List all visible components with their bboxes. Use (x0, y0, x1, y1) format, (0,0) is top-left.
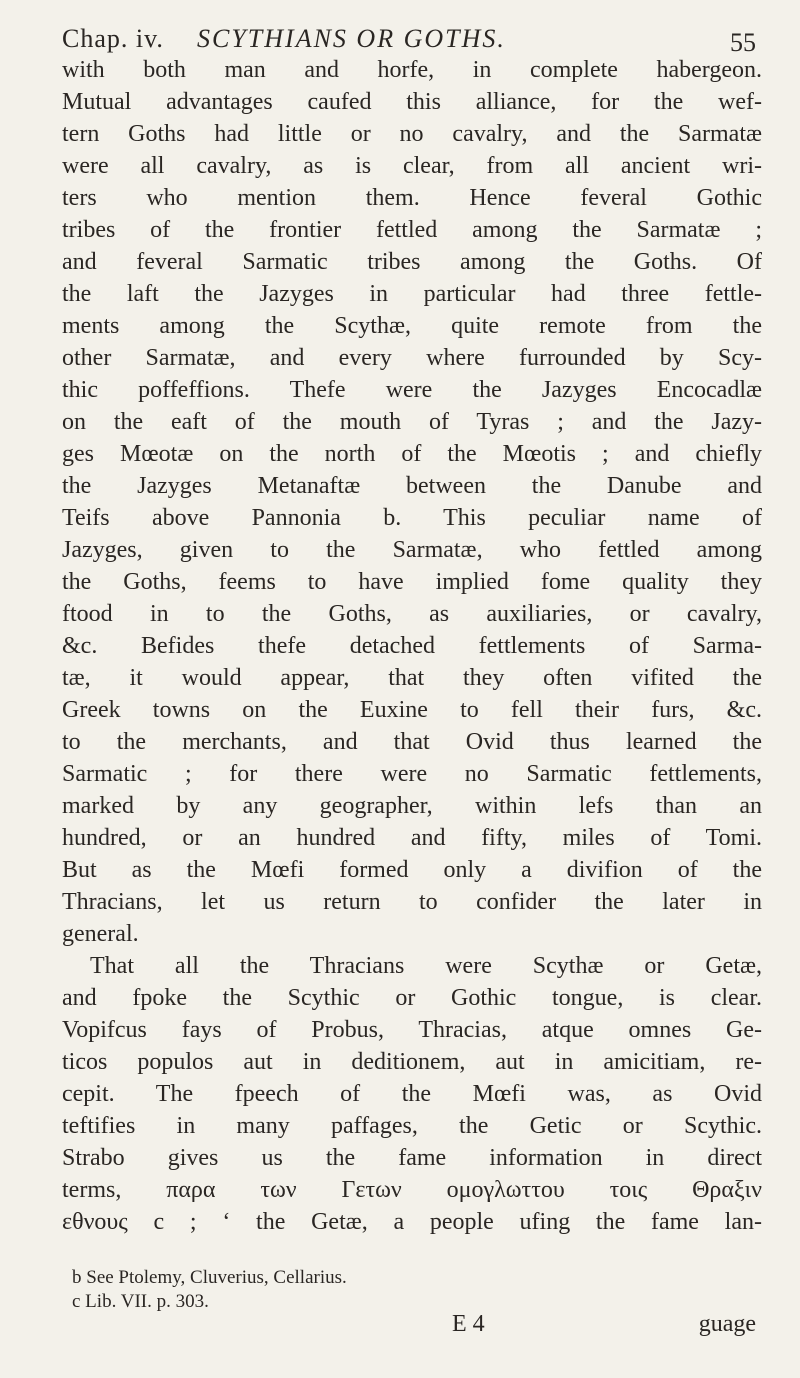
text-line: hundred, or an hundred and fifty, miles of Tomi. (62, 825, 762, 851)
footnote: b See Ptolemy, Cluverius, Cellarius. (72, 1267, 347, 1288)
page-footer (62, 1311, 762, 1347)
text-line: ticos populos aut in deditionem, aut in amicitiam, re- (62, 1049, 762, 1075)
text-line: cepit. The fpeech of the Mœfi was, as Ovid (62, 1081, 762, 1107)
page-number: 55 (730, 28, 756, 57)
text-line: the laft the Jazyges in particular had three fettle- (62, 281, 762, 307)
text-line: tribes of the frontier fettled among the Sarmatæ ; (62, 217, 762, 243)
signature-mark: E 4 (452, 1311, 485, 1337)
text-line: But as the Mœfi formed only a divifion of the (62, 857, 762, 883)
text-line: That all the Thracians were Scythæ or Getæ, (90, 953, 762, 979)
text-line: ments among the Scythæ, quite remote from the (62, 313, 762, 339)
text-line: Sarmatic ; for there were no Sarmatic fettlements, (62, 761, 762, 787)
text-line: &c. Befides thefe detached fettlements of Sarma- (62, 633, 762, 659)
footnotes (72, 1266, 752, 1314)
catchword: guage (698, 1311, 756, 1337)
text-line: Thracians, let us return to confider the later in (62, 889, 762, 915)
text-line: marked by any geographer, within lefs than an (62, 793, 762, 819)
text-line: other Sarmatæ, and every where furrounded by Scy- (62, 345, 762, 371)
text-line: were all cavalry, as is clear, from all ancient wri- (62, 153, 762, 179)
text-line: ftood in to the Goths, as auxiliaries, or cavalry, (62, 601, 762, 627)
footnote: c Lib. VII. p. 303. (72, 1291, 209, 1312)
text-line: Strabo gives us the fame information in direct (62, 1145, 762, 1171)
text-line: with both man and horfe, in complete habergeon. (62, 57, 762, 83)
text-line: the Jazyges Metanaftæ between the Danube and (62, 473, 762, 499)
text-line: on the eaft of the mouth of Tyras ; and the Jazy- (62, 409, 762, 435)
text-line: Teifs above Pannonia b. This peculiar name of (62, 505, 762, 531)
body-text (62, 54, 762, 1238)
text-line: Greek towns on the Euxine to fell their furs, &c. (62, 697, 762, 723)
text-line: ges Mœotæ on the north of the Mœotis ; and chiefly (62, 441, 762, 467)
text-line: tern Goths had little or no cavalry, and the Sarmatæ (62, 121, 762, 147)
chapter-label: Chap. iv. (62, 24, 164, 53)
text-line: Vopifcus fays of Probus, Thracias, atque omnes Ge- (62, 1017, 762, 1043)
text-line: and feveral Sarmatic tribes among the Goths. Of (62, 249, 762, 275)
running-title: SCYTHIANS OR GOTHS. (197, 24, 506, 53)
text-line: and fpoke the Scythic or Gothic tongue, is clear. (62, 985, 762, 1011)
text-line: Mutual advantages caufed this alliance, for the wef- (62, 89, 762, 115)
text-line: Jazyges, given to the Sarmatæ, who fettled among (62, 537, 762, 563)
text-line: teftifies in many paffages, the Getic or Scythic. (62, 1113, 762, 1139)
text-line: εθνους c ; ‘ the Getæ, a people ufing the fame lan- (62, 1209, 762, 1235)
text-line: terms, παρα των Γετων ομογλωττου τοις Θραξιν (62, 1177, 762, 1203)
text-line: tæ, it would appear, that they often vifited the (62, 665, 762, 691)
text-line: general. (62, 921, 139, 947)
text-line: to the merchants, and that Ovid thus learned the (62, 729, 762, 755)
text-line: the Goths, feems to have implied fome quality they (62, 569, 762, 595)
text-line: thic poffeffions. Thefe were the Jazyges Encocadlæ (62, 377, 762, 403)
text-line: ters who mention them. Hence feveral Gothic (62, 185, 762, 211)
